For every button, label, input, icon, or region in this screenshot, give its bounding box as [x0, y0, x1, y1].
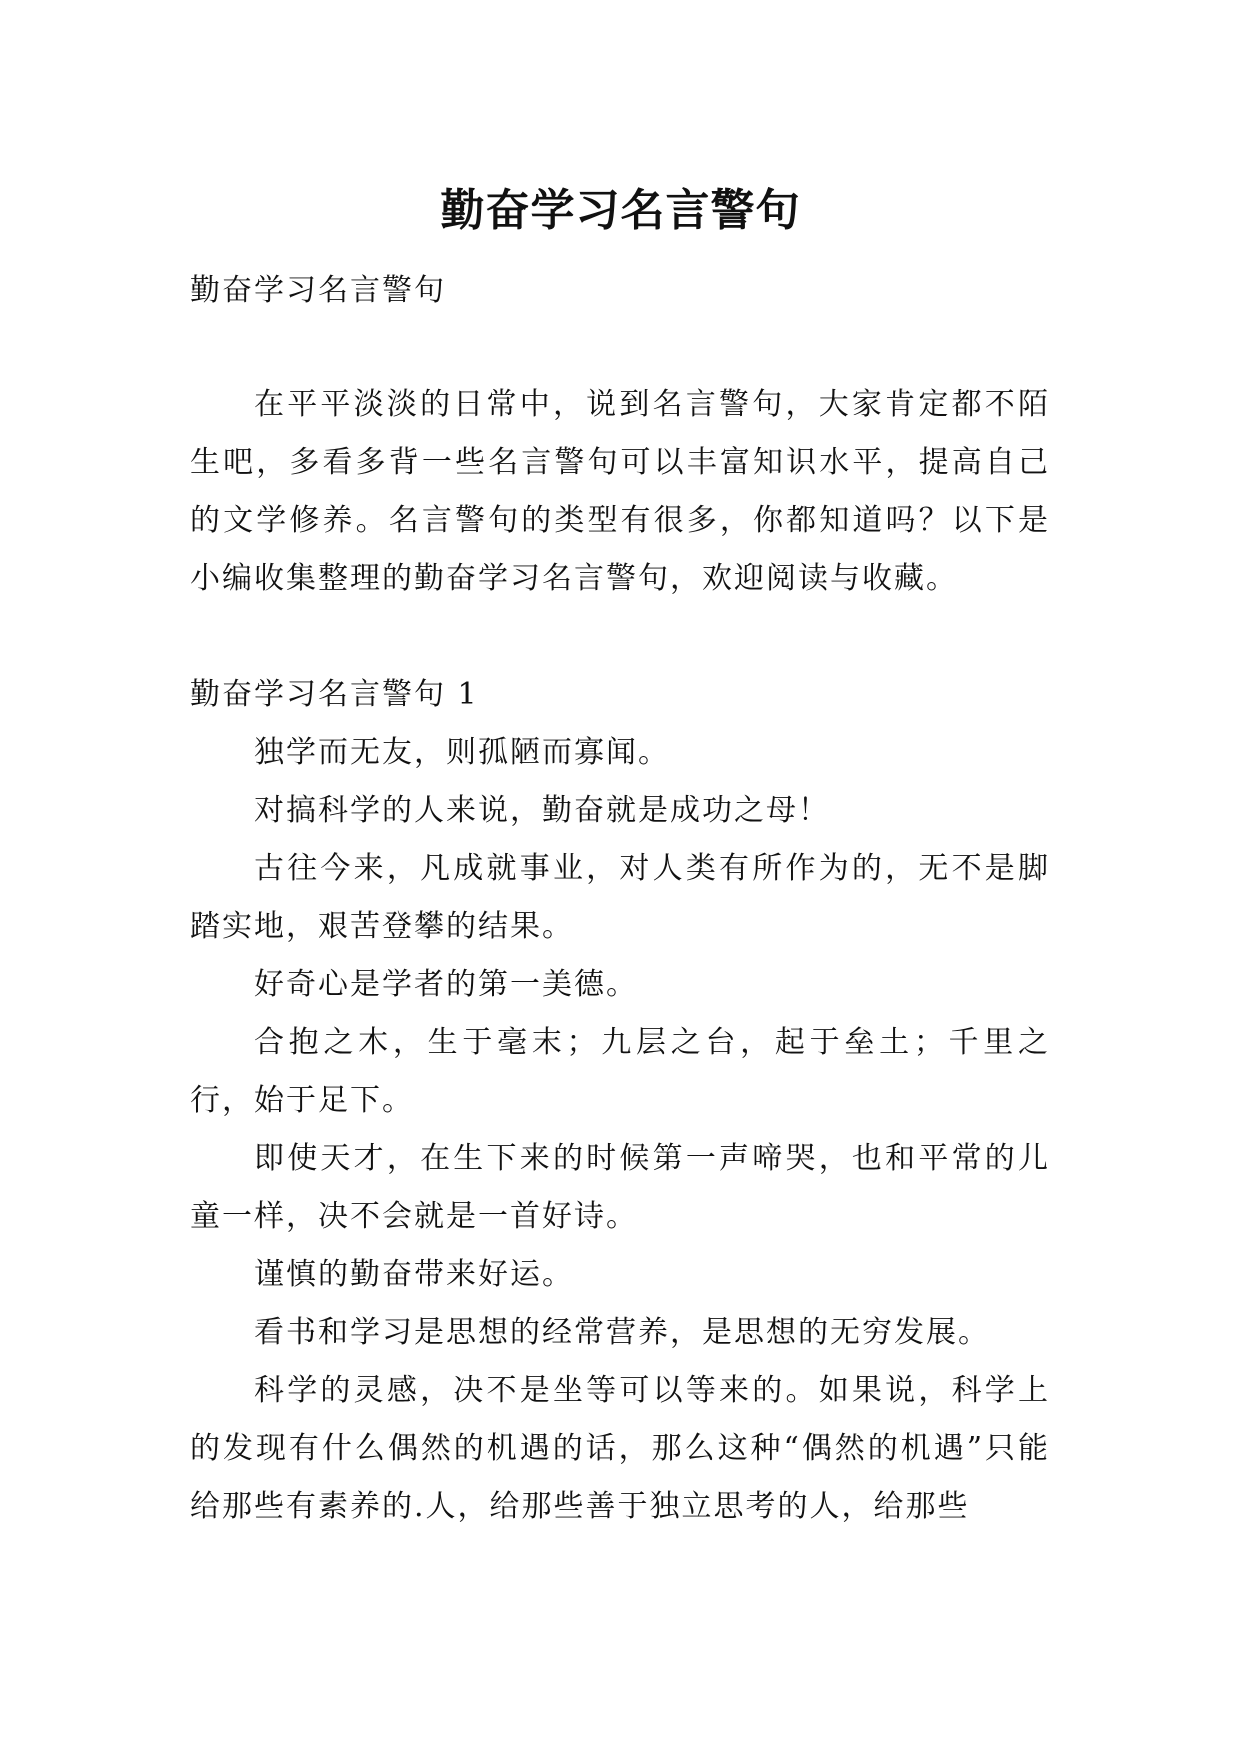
quote-paragraph: 好奇心是学者的第一美德。 — [254, 967, 638, 1002]
document-body — [190, 262, 1050, 1536]
section-heading: 勤奋学习名言警句 1 — [190, 677, 479, 712]
quote-paragraph: 科学的灵感，决不是坐等可以等来的。如果说，科学上的发现有什么偶然的机遇的话，那么这种“偶然的机遇”只能给那些有素养的.人，给那些善于独立思考的人，给那些 — [190, 1373, 1050, 1524]
document-subtitle: 勤奋学习名言警句 — [190, 273, 446, 308]
quote-paragraph: 看书和学习是思想的经常营养，是思想的无穷发展。 — [254, 1315, 990, 1350]
quote-paragraph: 古往今来，凡成就事业，对人类有所作为的，无不是脚踏实地，艰苦登攀的结果。 — [190, 851, 1050, 944]
document-title: 勤奋学习名言警句 — [440, 185, 801, 237]
quote-paragraph: 合抱之木，生于毫末；九层之台，起于垒土；千里之行，始于足下。 — [190, 1025, 1050, 1118]
intro-paragraph: 在平平淡淡的日常中，说到名言警句，大家肯定都不陌生吧，多看多背一些名言警句可以丰富知识水平，提高自己的文学修养。名言警句的类型有很多，你都知道吗？以下是小编收集整理的勤奋学习名言警句，欢迎阅读与收藏。 — [190, 387, 1050, 596]
quote-paragraph: 谨慎的勤奋带来好运。 — [254, 1257, 574, 1292]
quote-paragraph: 对搞科学的人来说，勤奋就是成功之母！ — [254, 793, 830, 828]
quote-paragraph: 独学而无友，则孤陋而寡闻。 — [254, 735, 670, 770]
quote-paragraph: 即使天才，在生下来的时候第一声啼哭，也和平常的儿童一样，决不会就是一首好诗。 — [190, 1141, 1050, 1234]
